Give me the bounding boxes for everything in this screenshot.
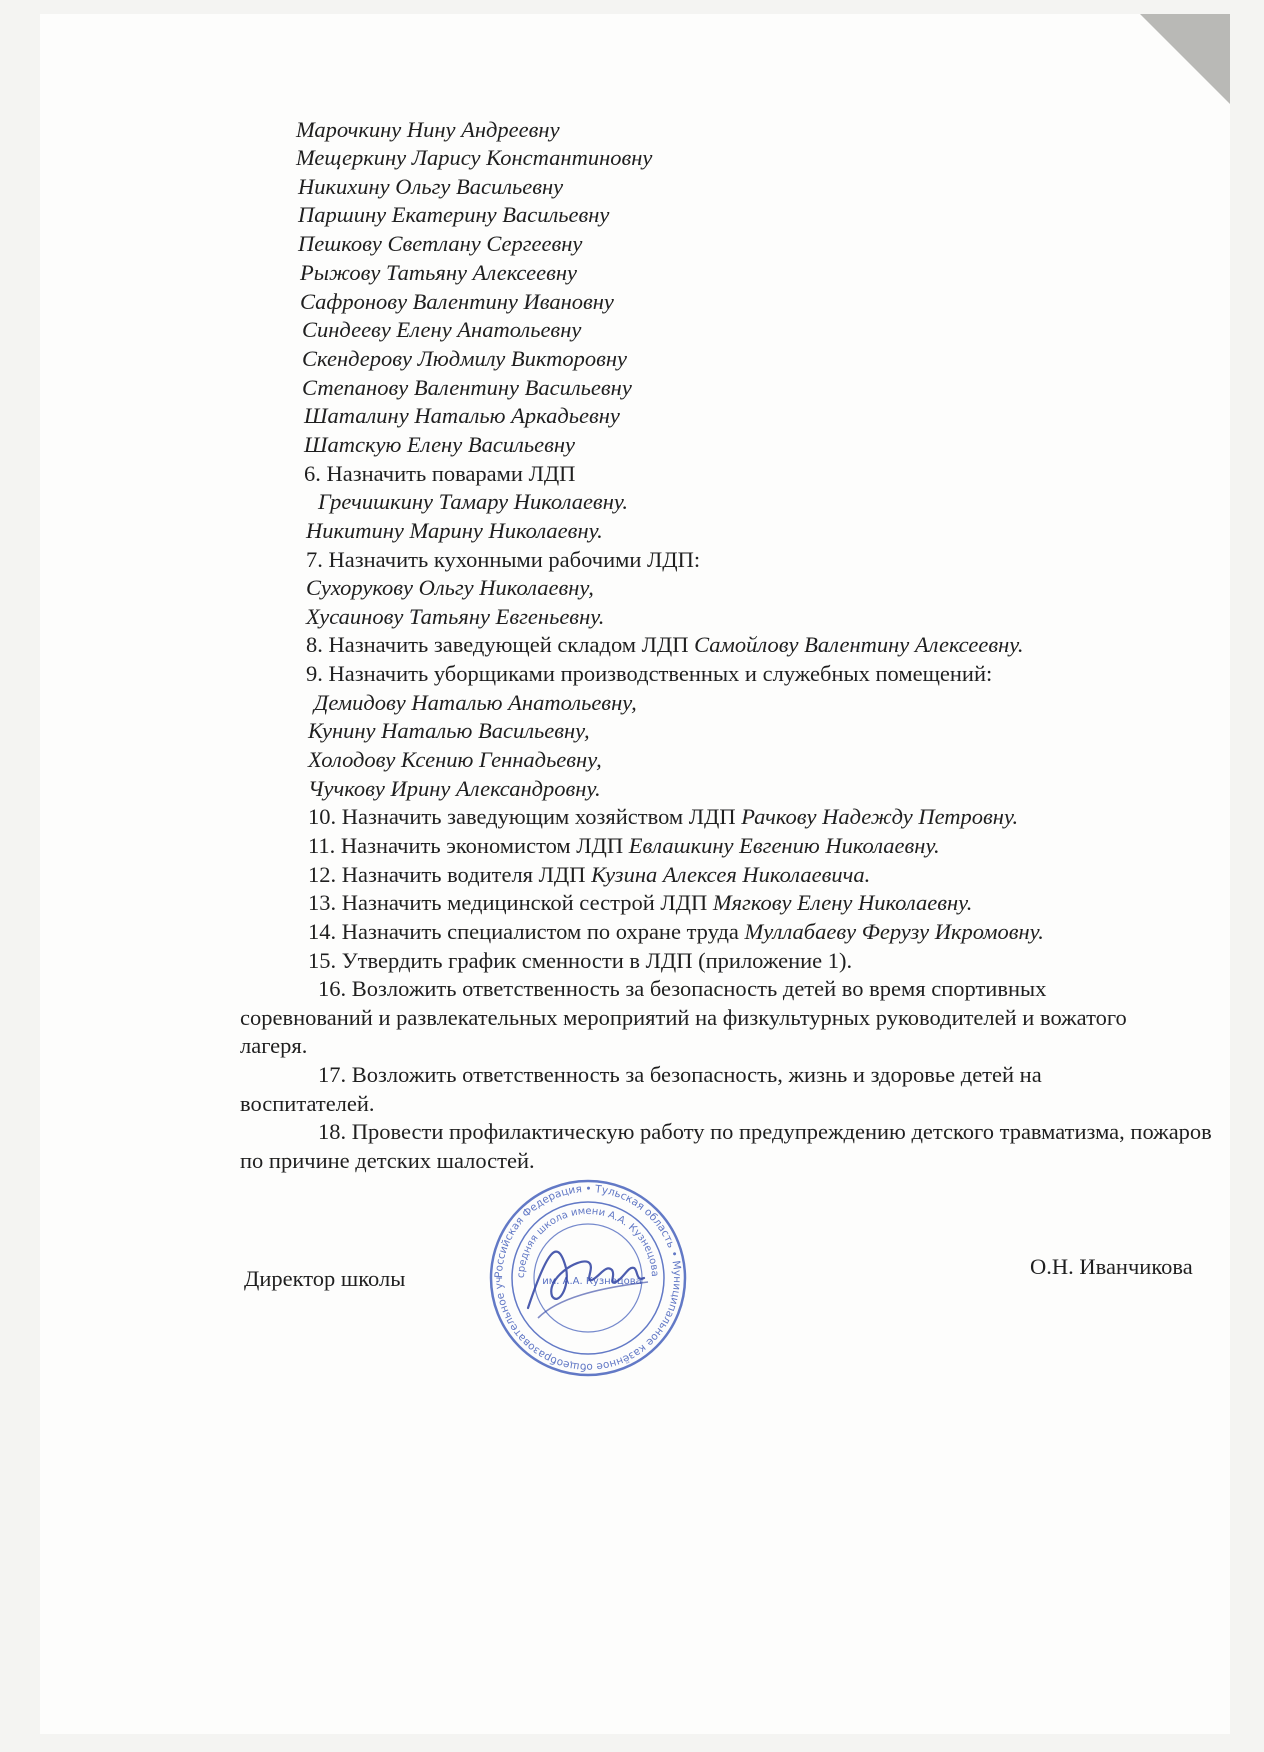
name-line: Хусаинову Татьяну Евгеньевну.	[306, 604, 605, 629]
stamp-outer-text: Российская Федерация • Тульская область • Муниципальное казённое общеобразовательное уч	[492, 1182, 684, 1374]
signature-position: Директор школы	[244, 1266, 406, 1291]
item-13-text: 13. Назначить медицинской сестрой ЛДП	[308, 890, 713, 915]
folded-corner	[1140, 14, 1230, 104]
item-6-text: 6. Назначить поварами ЛДП	[304, 461, 576, 486]
name-line: Пешкову Светлану Сергеевну	[298, 231, 583, 256]
item-10-line	[308, 803, 1018, 831]
item-8-text: 8. Назначить заведующей складом ЛДП	[306, 632, 695, 657]
item-9-text: 9. Назначить уборщиками производственных и служебных помещений:	[306, 661, 993, 686]
item-14-text: 14. Назначить специалистом по охране труда	[308, 919, 745, 944]
item-10-name: Рачкову Надежду Петровну.	[741, 804, 1019, 829]
item-14-line	[308, 918, 1044, 946]
name-line: Никихину Ольгу Васильевну	[298, 174, 564, 199]
name-line: Сухорукову Ольгу Николаевну,	[306, 575, 594, 600]
signature-name: О.Н. Иванчикова	[1030, 1254, 1193, 1279]
name-line: Чучкову Ирину Александровну.	[308, 776, 601, 801]
item-12-name: Кузина Алексея Николаевича.	[591, 862, 871, 887]
name-line: Мещеркину Ларису Константиновну	[296, 145, 653, 170]
item-11-line	[308, 832, 940, 860]
item-10-text: 10. Назначить заведующим хозяйством ЛДП	[308, 804, 742, 829]
name-line: Кунину Наталью Васильевну,	[308, 718, 590, 743]
item-14-name: Муллабаеву Ферузу Икромовну.	[744, 919, 1044, 944]
item-13-name: Мягкову Елену Николаевну.	[712, 890, 973, 915]
item-15-text: 15. Утвердить график сменности в ЛДП (приложение 1).	[308, 948, 853, 973]
stamp-seal	[488, 1178, 688, 1378]
item-18-paragraph	[240, 1118, 1225, 1175]
svg-text:средняя школа имени А.А. Кузне	[516, 1206, 660, 1278]
item-16-text: 16. Возложить ответственность за безопасность детей во время спортивных соревнований и развлекательных мероприятий на физкультурных руководителей и вожатого лагеря.	[240, 976, 1127, 1058]
stamp-inner-text: средняя школа имени А.А. Кузнецова	[515, 1205, 661, 1279]
item-12-text: 12. Назначить водителя ЛДП	[308, 862, 592, 887]
name-line: Марочкину Нину Андреевну	[296, 117, 560, 142]
name-line: Рыжову Татьяну Алексеевну	[300, 260, 577, 285]
name-line: Никитину Марину Николаевну.	[306, 518, 603, 543]
name-line: Синдееву Елену Анатольевну	[302, 317, 582, 342]
name-line: Степанову Валентину Васильевну	[302, 375, 632, 400]
item-17-text: 17. Возложить ответственность за безопасность, жизнь и здоровье детей на воспитателей.	[240, 1062, 1042, 1116]
stamp-center-text: им. А.А. Кузнецова	[542, 1276, 642, 1287]
name-line: Гречишкину Тамару Николаевну.	[318, 489, 629, 514]
item-13-line	[308, 889, 972, 917]
official-stamp	[488, 1178, 688, 1383]
name-line: Шатскую Елену Васильевну	[304, 432, 576, 457]
item-16-paragraph	[240, 975, 1140, 1061]
item-8-name: Самойлову Валентину Алексеевну.	[694, 632, 1024, 657]
item-11-text: 11. Назначить экономистом ЛДП	[308, 833, 629, 858]
item-8-line	[306, 631, 1023, 659]
item-18-text: 18. Провести профилактическую работу по предупреждению детского травматизма, пожаров по причине детских шалостей.	[240, 1119, 1212, 1173]
name-line: Шаталину Наталью Аркадьевну	[304, 403, 620, 428]
name-line: Паршину Екатерину Васильевну	[298, 202, 610, 227]
name-line: Скендерову Людмилу Викторовну	[302, 346, 627, 371]
item-7-text: 7. Назначить кухонными рабочими ЛДП:	[306, 547, 701, 572]
item-17-paragraph	[240, 1061, 1140, 1118]
item-11-name: Евлашкину Евгению Николаевну.	[628, 833, 940, 858]
name-line: Демидову Наталью Анатольевну,	[314, 690, 637, 715]
item-12-line	[308, 861, 870, 889]
name-line: Сафронову Валентину Ивановну	[300, 289, 614, 314]
name-line: Холодову Ксению Геннадьевну,	[308, 747, 602, 772]
